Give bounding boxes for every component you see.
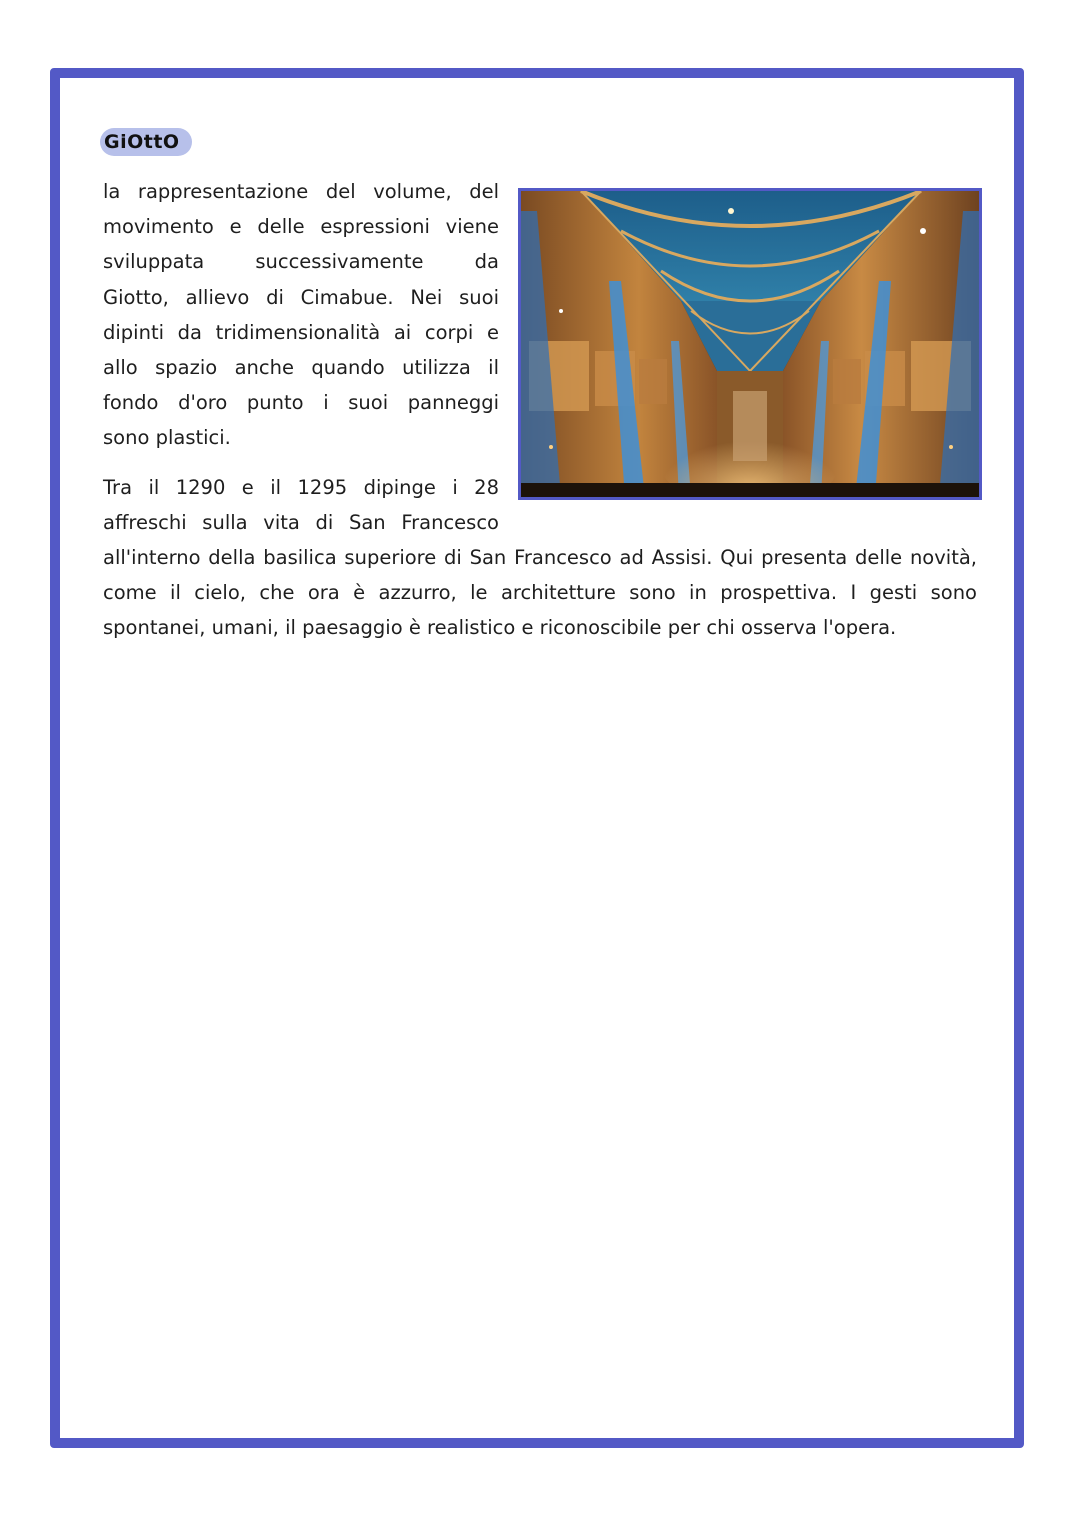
basilica-interior-illustration [521, 191, 979, 497]
text-line: Giotto, allievo di Cimabue. Nei suoi [103, 285, 499, 309]
paragraph-continuation: all'interno della basilica superiore di San Francesco ad Assisi. Qui presenta delle novità, come il cielo, che ora è azzurro, le architetture sono in prospettiva. I gesti sono spontanei, umani, il paesaggio è realistico e riconoscibile per chi osserva l'opera. [103, 546, 977, 640]
text-column [103, 174, 499, 540]
text-line: allo spazio anche quando utilizza il [103, 356, 499, 380]
text-full-width [103, 540, 977, 646]
text-line: sviluppata successivamente da [103, 250, 499, 274]
text-line: Tra il 1290 e il 1295 dipinge i 28 [103, 475, 499, 499]
text-line: movimento e delle espressioni viene [103, 215, 499, 239]
section-title: GiOttO [100, 128, 192, 156]
text-line: fondo d'oro punto i suoi panneggi [103, 391, 499, 415]
basilica-interior-photo [518, 188, 982, 500]
paragraph-gap [103, 456, 499, 470]
text-line: sono plastici. [103, 426, 231, 450]
text-line: affreschi sulla vita di San Francesco [103, 510, 499, 534]
text-line: dipinti da tridimensionalità ai corpi e [103, 320, 499, 344]
text-line: la rappresentazione del volume, del [103, 180, 499, 203]
